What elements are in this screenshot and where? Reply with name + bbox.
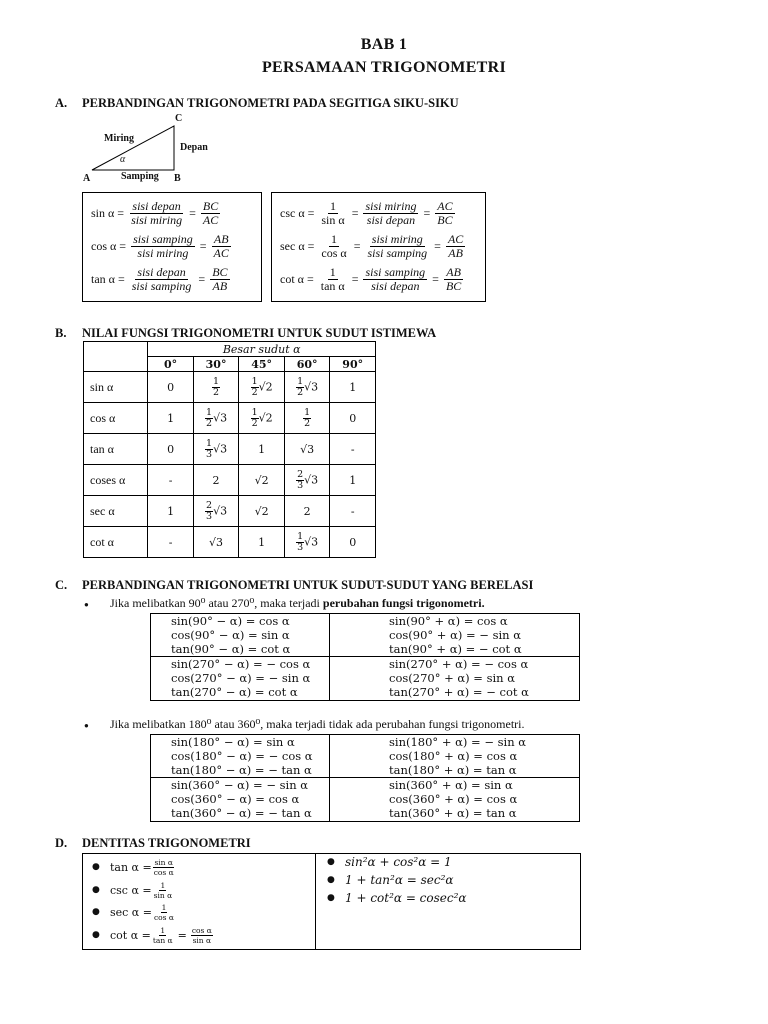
function-label: sec α bbox=[84, 496, 148, 527]
fraction bbox=[363, 266, 427, 293]
identity-item bbox=[92, 925, 214, 945]
value-cell bbox=[193, 527, 239, 558]
table-row bbox=[84, 434, 376, 465]
section-d-heading bbox=[0, 836, 768, 852]
fraction bbox=[201, 200, 220, 227]
value: 0 bbox=[349, 411, 357, 425]
value: - bbox=[350, 504, 355, 518]
value-cell bbox=[148, 527, 193, 558]
section-title: DENTITAS TRIGONOMETRI bbox=[82, 836, 251, 850]
denominator: sisi samping bbox=[367, 245, 428, 260]
value: 1 bbox=[258, 442, 266, 456]
fraction bbox=[435, 200, 454, 227]
fraction bbox=[210, 266, 229, 293]
special-angle-table bbox=[83, 341, 376, 558]
section-title: PERBANDINGAN TRIGONOMETRI PADA SEGITIGA SIKU-SIKU bbox=[82, 96, 459, 110]
identity-item bbox=[92, 880, 174, 900]
denominator: tan α bbox=[152, 935, 173, 945]
fraction bbox=[153, 881, 174, 900]
value-cell bbox=[330, 434, 376, 465]
value-cell bbox=[193, 403, 239, 434]
ratio-row bbox=[280, 197, 485, 229]
equals-sign: = bbox=[117, 205, 125, 220]
fraction bbox=[251, 408, 259, 429]
identity-formula: 1 + cot²α = cosec²α bbox=[345, 891, 467, 905]
numerator: 1 bbox=[251, 406, 258, 418]
denominator: sisi miring bbox=[131, 212, 183, 227]
value: √2 bbox=[254, 504, 269, 518]
value-cell bbox=[239, 372, 285, 403]
identity-line: cos(180° − α) = − cos α bbox=[171, 748, 313, 763]
numerator: BC bbox=[202, 198, 219, 213]
identity-line: cos(90° + α) = − sin α bbox=[389, 627, 521, 642]
table-header-row bbox=[84, 342, 376, 357]
value: 1 bbox=[258, 535, 266, 549]
bullet-icon: ● bbox=[84, 721, 89, 730]
section-letter: C. bbox=[55, 578, 68, 592]
function-name: sec α bbox=[280, 238, 305, 253]
value-cell bbox=[330, 527, 376, 558]
denominator: 2 bbox=[213, 386, 220, 398]
root-value: √2 bbox=[258, 411, 273, 424]
group-header: Besar sudut α bbox=[148, 342, 376, 357]
bullet-icon: ● bbox=[92, 885, 100, 895]
identity-item bbox=[327, 871, 454, 889]
value: 2 bbox=[212, 473, 220, 487]
value: √3 bbox=[209, 535, 224, 549]
value-cell bbox=[193, 465, 239, 496]
fraction bbox=[205, 501, 213, 522]
basic-ratio-box bbox=[82, 192, 262, 302]
identity-line: tan(180° − α) = − tan α bbox=[171, 762, 312, 777]
identity-group bbox=[171, 779, 312, 820]
value-cell bbox=[239, 527, 285, 558]
identity-group bbox=[389, 736, 526, 777]
fraction bbox=[129, 200, 184, 227]
value: - bbox=[350, 442, 355, 456]
value-cell bbox=[284, 465, 330, 496]
equals-sign: = bbox=[353, 238, 361, 253]
identity-line: tan(360° + α) = tan α bbox=[389, 805, 517, 820]
bullet-90-270 bbox=[84, 596, 485, 611]
identity-line: sin(90° − α) = cos α bbox=[171, 614, 290, 628]
identity-line: tan(270° − α) = cot α bbox=[171, 684, 298, 699]
fraction bbox=[296, 532, 304, 553]
numerator: 1 bbox=[297, 375, 304, 387]
fraction bbox=[212, 377, 220, 398]
denominator: sisi miring bbox=[137, 245, 189, 260]
numerator: cos α bbox=[191, 925, 212, 935]
numerator: AB bbox=[446, 264, 461, 279]
identity-group bbox=[389, 615, 522, 656]
numerator: 1 bbox=[331, 231, 338, 246]
denominator: 2 bbox=[251, 386, 258, 398]
relation-table-180-360 bbox=[150, 734, 580, 822]
fraction bbox=[205, 408, 213, 429]
value: 0 bbox=[167, 380, 175, 394]
table-row bbox=[84, 527, 376, 558]
identity-line: cos(180° + α) = cos α bbox=[389, 748, 518, 763]
fraction bbox=[251, 377, 259, 398]
numerator: 1 bbox=[160, 880, 166, 890]
equals-sign: = bbox=[307, 205, 315, 220]
equals-sign: = bbox=[119, 238, 127, 253]
identity-group bbox=[171, 736, 313, 777]
section-title: NILAI FUNGSI TRIGONOMETRI UNTUK SUDUT ISTIMEWA bbox=[82, 326, 437, 340]
section-title: PERBANDINGAN TRIGONOMETRI UNTUK SUDUT-SUDUT YANG BERELASI bbox=[82, 578, 534, 592]
function-name: tan α bbox=[91, 271, 115, 286]
value: 1 bbox=[167, 504, 175, 518]
value-cell bbox=[330, 465, 376, 496]
fraction bbox=[130, 266, 194, 293]
value-cell bbox=[239, 434, 285, 465]
root-value: √3 bbox=[213, 411, 228, 424]
function-name: csc α = bbox=[110, 883, 152, 897]
value-cell bbox=[284, 403, 330, 434]
value: 1 bbox=[349, 380, 357, 394]
denominator: sin α bbox=[192, 935, 212, 945]
denominator: tan α bbox=[320, 278, 345, 293]
section-c-heading bbox=[0, 578, 768, 594]
function-name: csc α bbox=[280, 205, 305, 220]
value-cell bbox=[193, 434, 239, 465]
numerator: sisi miring bbox=[365, 198, 417, 213]
equals-sign: = bbox=[117, 271, 125, 286]
section-letter: B. bbox=[55, 326, 67, 340]
denominator: 2 bbox=[297, 386, 304, 398]
identities-divider bbox=[315, 854, 316, 949]
function-label: tan α bbox=[84, 434, 148, 465]
angle-header: 45° bbox=[239, 357, 285, 372]
angle-label: α bbox=[120, 154, 126, 165]
fraction bbox=[191, 926, 213, 945]
identity-line: cos(90° − α) = sin α bbox=[171, 627, 290, 642]
equals-sign: = bbox=[307, 238, 315, 253]
value-cell bbox=[148, 434, 193, 465]
equals-sign: = bbox=[351, 205, 359, 220]
identity-line: cos(360° − α) = cos α bbox=[171, 791, 300, 806]
fraction bbox=[205, 439, 213, 460]
table-row bbox=[84, 465, 376, 496]
section-letter: D. bbox=[55, 836, 68, 850]
identity-formula: sin²α + cos²α = 1 bbox=[345, 855, 452, 869]
denominator: cos α bbox=[321, 245, 347, 260]
denominator: sisi depan bbox=[371, 278, 420, 293]
equals-sign: = bbox=[306, 271, 314, 286]
denominator: AC bbox=[213, 245, 229, 260]
equals-sign: = bbox=[199, 238, 207, 253]
value-cell bbox=[148, 372, 193, 403]
numerator: 1 bbox=[206, 437, 213, 449]
root-value: √3 bbox=[304, 380, 319, 393]
identity-line: cos(270° − α) = − sin α bbox=[171, 670, 311, 685]
value: - bbox=[168, 473, 173, 487]
value: √2 bbox=[254, 473, 269, 487]
function-label: coses α bbox=[84, 465, 148, 496]
denominator: sin α bbox=[321, 212, 345, 227]
value: - bbox=[168, 535, 173, 549]
adjacent-label: Samping bbox=[121, 171, 159, 182]
angle-header: 90° bbox=[330, 357, 376, 372]
root-value: √3 bbox=[213, 442, 228, 455]
bullet-emphasis: perubahan fungsi trigonometri. bbox=[322, 596, 485, 610]
fraction bbox=[303, 408, 311, 429]
function-name: sec α = bbox=[110, 905, 152, 919]
denominator: 3 bbox=[206, 510, 213, 522]
identity-item bbox=[92, 857, 176, 877]
fraction bbox=[446, 233, 465, 260]
value: 2 bbox=[303, 504, 311, 518]
value-cell bbox=[284, 527, 330, 558]
fraction bbox=[153, 858, 175, 877]
denominator: AB bbox=[448, 245, 463, 260]
denominator: BC bbox=[445, 278, 462, 293]
fraction bbox=[212, 233, 231, 260]
chapter-label: BAB 1 bbox=[360, 36, 408, 53]
reciprocal-ratio-box bbox=[271, 192, 486, 302]
numerator: AC bbox=[447, 231, 464, 246]
numerator: sisi depan bbox=[132, 198, 181, 213]
identity-item bbox=[327, 853, 452, 871]
denominator: 3 bbox=[206, 448, 213, 460]
bullet-icon: ● bbox=[92, 930, 100, 940]
bullet-180-360 bbox=[84, 717, 525, 732]
fraction bbox=[296, 377, 304, 398]
bullet-icon: ● bbox=[327, 893, 335, 903]
fraction bbox=[319, 266, 347, 293]
ratio-row bbox=[91, 230, 261, 262]
section-letter: A. bbox=[55, 96, 68, 110]
identity-group bbox=[171, 658, 310, 699]
vertex-c-label: C bbox=[175, 113, 183, 124]
bullet-icon: ● bbox=[327, 857, 335, 867]
denominator: 3 bbox=[297, 479, 304, 491]
numerator: 1 bbox=[213, 375, 220, 387]
identity-line: tan(360° − α) = − tan α bbox=[171, 805, 312, 820]
numerator: 1 bbox=[297, 530, 304, 542]
numerator: AB bbox=[213, 231, 229, 246]
identity-group bbox=[389, 779, 517, 820]
numerator: 1 bbox=[329, 264, 336, 279]
angle-header: 60° bbox=[284, 357, 330, 372]
value: 1 bbox=[349, 473, 357, 487]
ratio-row bbox=[280, 263, 485, 295]
fraction bbox=[153, 903, 175, 922]
value-cell bbox=[284, 434, 330, 465]
identity-line: sin(360° − α) = − sin α bbox=[171, 778, 309, 792]
identity-formula: 1 + tan²α = sec²α bbox=[345, 873, 454, 887]
numerator: 2 bbox=[297, 468, 304, 480]
value-cell bbox=[330, 372, 376, 403]
numerator: 1 bbox=[330, 198, 337, 213]
numerator: sisi samping bbox=[133, 231, 193, 246]
section-b-heading bbox=[0, 326, 768, 342]
numerator: 1 bbox=[161, 902, 167, 912]
numerator: sisi depan bbox=[137, 264, 186, 279]
value-cell bbox=[193, 496, 239, 527]
table-row bbox=[84, 403, 376, 434]
numerator: 1 bbox=[304, 406, 311, 418]
equals-sign: = bbox=[432, 271, 439, 286]
identity-line: cos(270° + α) = sin α bbox=[389, 670, 516, 685]
fraction bbox=[152, 926, 174, 945]
relation-table-90-270 bbox=[150, 613, 580, 701]
numerator: 1 bbox=[160, 925, 166, 935]
function-label: cos α bbox=[84, 403, 148, 434]
hypotenuse-label: Miring bbox=[104, 133, 134, 144]
value: 0 bbox=[167, 442, 175, 456]
value-cell bbox=[239, 403, 285, 434]
denominator: 2 bbox=[206, 417, 213, 429]
value-cell bbox=[330, 403, 376, 434]
function-name: tan α = bbox=[110, 860, 152, 874]
equals-sign: = bbox=[198, 271, 206, 286]
root-value: √3 bbox=[304, 473, 319, 486]
denominator: sisi depan bbox=[366, 212, 416, 227]
ratio-row bbox=[91, 263, 261, 295]
function-name: cot α = bbox=[110, 928, 151, 942]
identity-line: sin(270° + α) = − cos α bbox=[389, 657, 529, 671]
value: 1 bbox=[167, 411, 175, 425]
root-value: √3 bbox=[213, 504, 228, 517]
identity-line: tan(90° + α) = − cot α bbox=[389, 641, 522, 656]
bullet-icon: ● bbox=[84, 600, 89, 609]
table-row bbox=[84, 496, 376, 527]
value: √3 bbox=[300, 442, 315, 456]
identity-line: sin(270° − α) = − cos α bbox=[171, 657, 311, 671]
numerator: AC bbox=[437, 198, 453, 213]
equals-sign: = bbox=[434, 238, 441, 253]
value-cell bbox=[284, 496, 330, 527]
numerator: 1 bbox=[206, 406, 213, 418]
identity-line: sin(90° + α) = cos α bbox=[389, 614, 508, 628]
function-label: sin α bbox=[84, 372, 148, 403]
value-cell bbox=[193, 372, 239, 403]
fraction bbox=[444, 266, 463, 293]
function-name: sin α bbox=[91, 205, 115, 220]
value-cell bbox=[148, 403, 193, 434]
denominator: BC bbox=[437, 212, 453, 227]
vertex-b-label: B bbox=[174, 173, 181, 184]
equals-sign: = bbox=[351, 271, 359, 286]
identity-item bbox=[92, 902, 176, 922]
value-cell bbox=[239, 496, 285, 527]
denominator: AC bbox=[202, 212, 219, 227]
equals-sign: = bbox=[189, 205, 196, 220]
equals-sign: = bbox=[177, 928, 187, 942]
denominator: 2 bbox=[251, 417, 258, 429]
bullet-icon: ● bbox=[327, 875, 335, 885]
bullet-text: Jika melibatkan 180⁰ atau 360⁰, maka terjadi tidak ada perubahan fungsi trigonometri. bbox=[110, 717, 525, 731]
column-divider bbox=[329, 735, 330, 821]
numerator: sisi miring bbox=[371, 231, 423, 246]
fraction bbox=[131, 233, 195, 260]
page-title: PERSAMAAN TRIGONOMETRI bbox=[261, 59, 507, 76]
value-cell bbox=[284, 372, 330, 403]
value: 0 bbox=[349, 535, 357, 549]
function-label: cot α bbox=[84, 527, 148, 558]
angle-header: 0° bbox=[148, 357, 193, 372]
table-row bbox=[84, 372, 376, 403]
function-name: cot α bbox=[280, 271, 304, 286]
denominator: cos α bbox=[153, 867, 174, 877]
identity-line: sin(360° + α) = sin α bbox=[389, 778, 513, 792]
vertex-a-label: A bbox=[83, 173, 91, 184]
identity-line: cos(360° + α) = cos α bbox=[389, 791, 518, 806]
identity-line: sin(180° − α) = sin α bbox=[171, 735, 295, 749]
value-cell bbox=[239, 465, 285, 496]
angle-header: 30° bbox=[193, 357, 239, 372]
value-cell bbox=[330, 496, 376, 527]
bullet-icon: ● bbox=[92, 907, 100, 917]
identity-line: sin(180° + α) = − sin α bbox=[389, 735, 527, 749]
fraction bbox=[296, 470, 304, 491]
numerator: 1 bbox=[251, 375, 258, 387]
value-cell bbox=[148, 496, 193, 527]
numerator: sisi samping bbox=[365, 264, 426, 279]
fraction bbox=[319, 233, 348, 260]
ratio-row bbox=[91, 197, 261, 229]
root-value: √2 bbox=[258, 380, 273, 393]
fraction bbox=[319, 200, 346, 227]
section-a-heading bbox=[0, 96, 768, 112]
identity-line: tan(90° − α) = cot α bbox=[171, 641, 291, 656]
numerator: BC bbox=[212, 264, 228, 279]
denominator: sisi samping bbox=[131, 278, 192, 293]
identity-group bbox=[389, 658, 529, 699]
column-divider bbox=[329, 614, 330, 700]
numerator: 2 bbox=[206, 499, 213, 511]
denominator: 3 bbox=[297, 541, 304, 553]
opposite-label: Depan bbox=[180, 142, 208, 153]
identity-line: tan(180° + α) = tan α bbox=[389, 762, 517, 777]
value-cell bbox=[148, 465, 193, 496]
bullet-icon: ● bbox=[92, 862, 100, 872]
numerator: sin α bbox=[154, 857, 173, 867]
bullet-text: Jika melibatkan 90⁰ atau 270⁰, maka terjadi bbox=[110, 596, 323, 610]
denominator: AB bbox=[212, 278, 228, 293]
identity-item bbox=[327, 889, 467, 907]
identity-line: tan(270° + α) = − cot α bbox=[389, 684, 529, 699]
denominator: cos α bbox=[153, 912, 174, 922]
fraction bbox=[363, 200, 418, 227]
denominator: 2 bbox=[304, 417, 311, 429]
function-name: cos α bbox=[91, 238, 117, 253]
denominator: sin α bbox=[153, 890, 173, 900]
fraction bbox=[365, 233, 429, 260]
equals-sign: = bbox=[423, 205, 431, 220]
identity-group bbox=[171, 615, 290, 656]
root-value: √3 bbox=[304, 535, 319, 548]
corner-cell bbox=[84, 342, 148, 372]
ratio-row bbox=[280, 230, 485, 262]
